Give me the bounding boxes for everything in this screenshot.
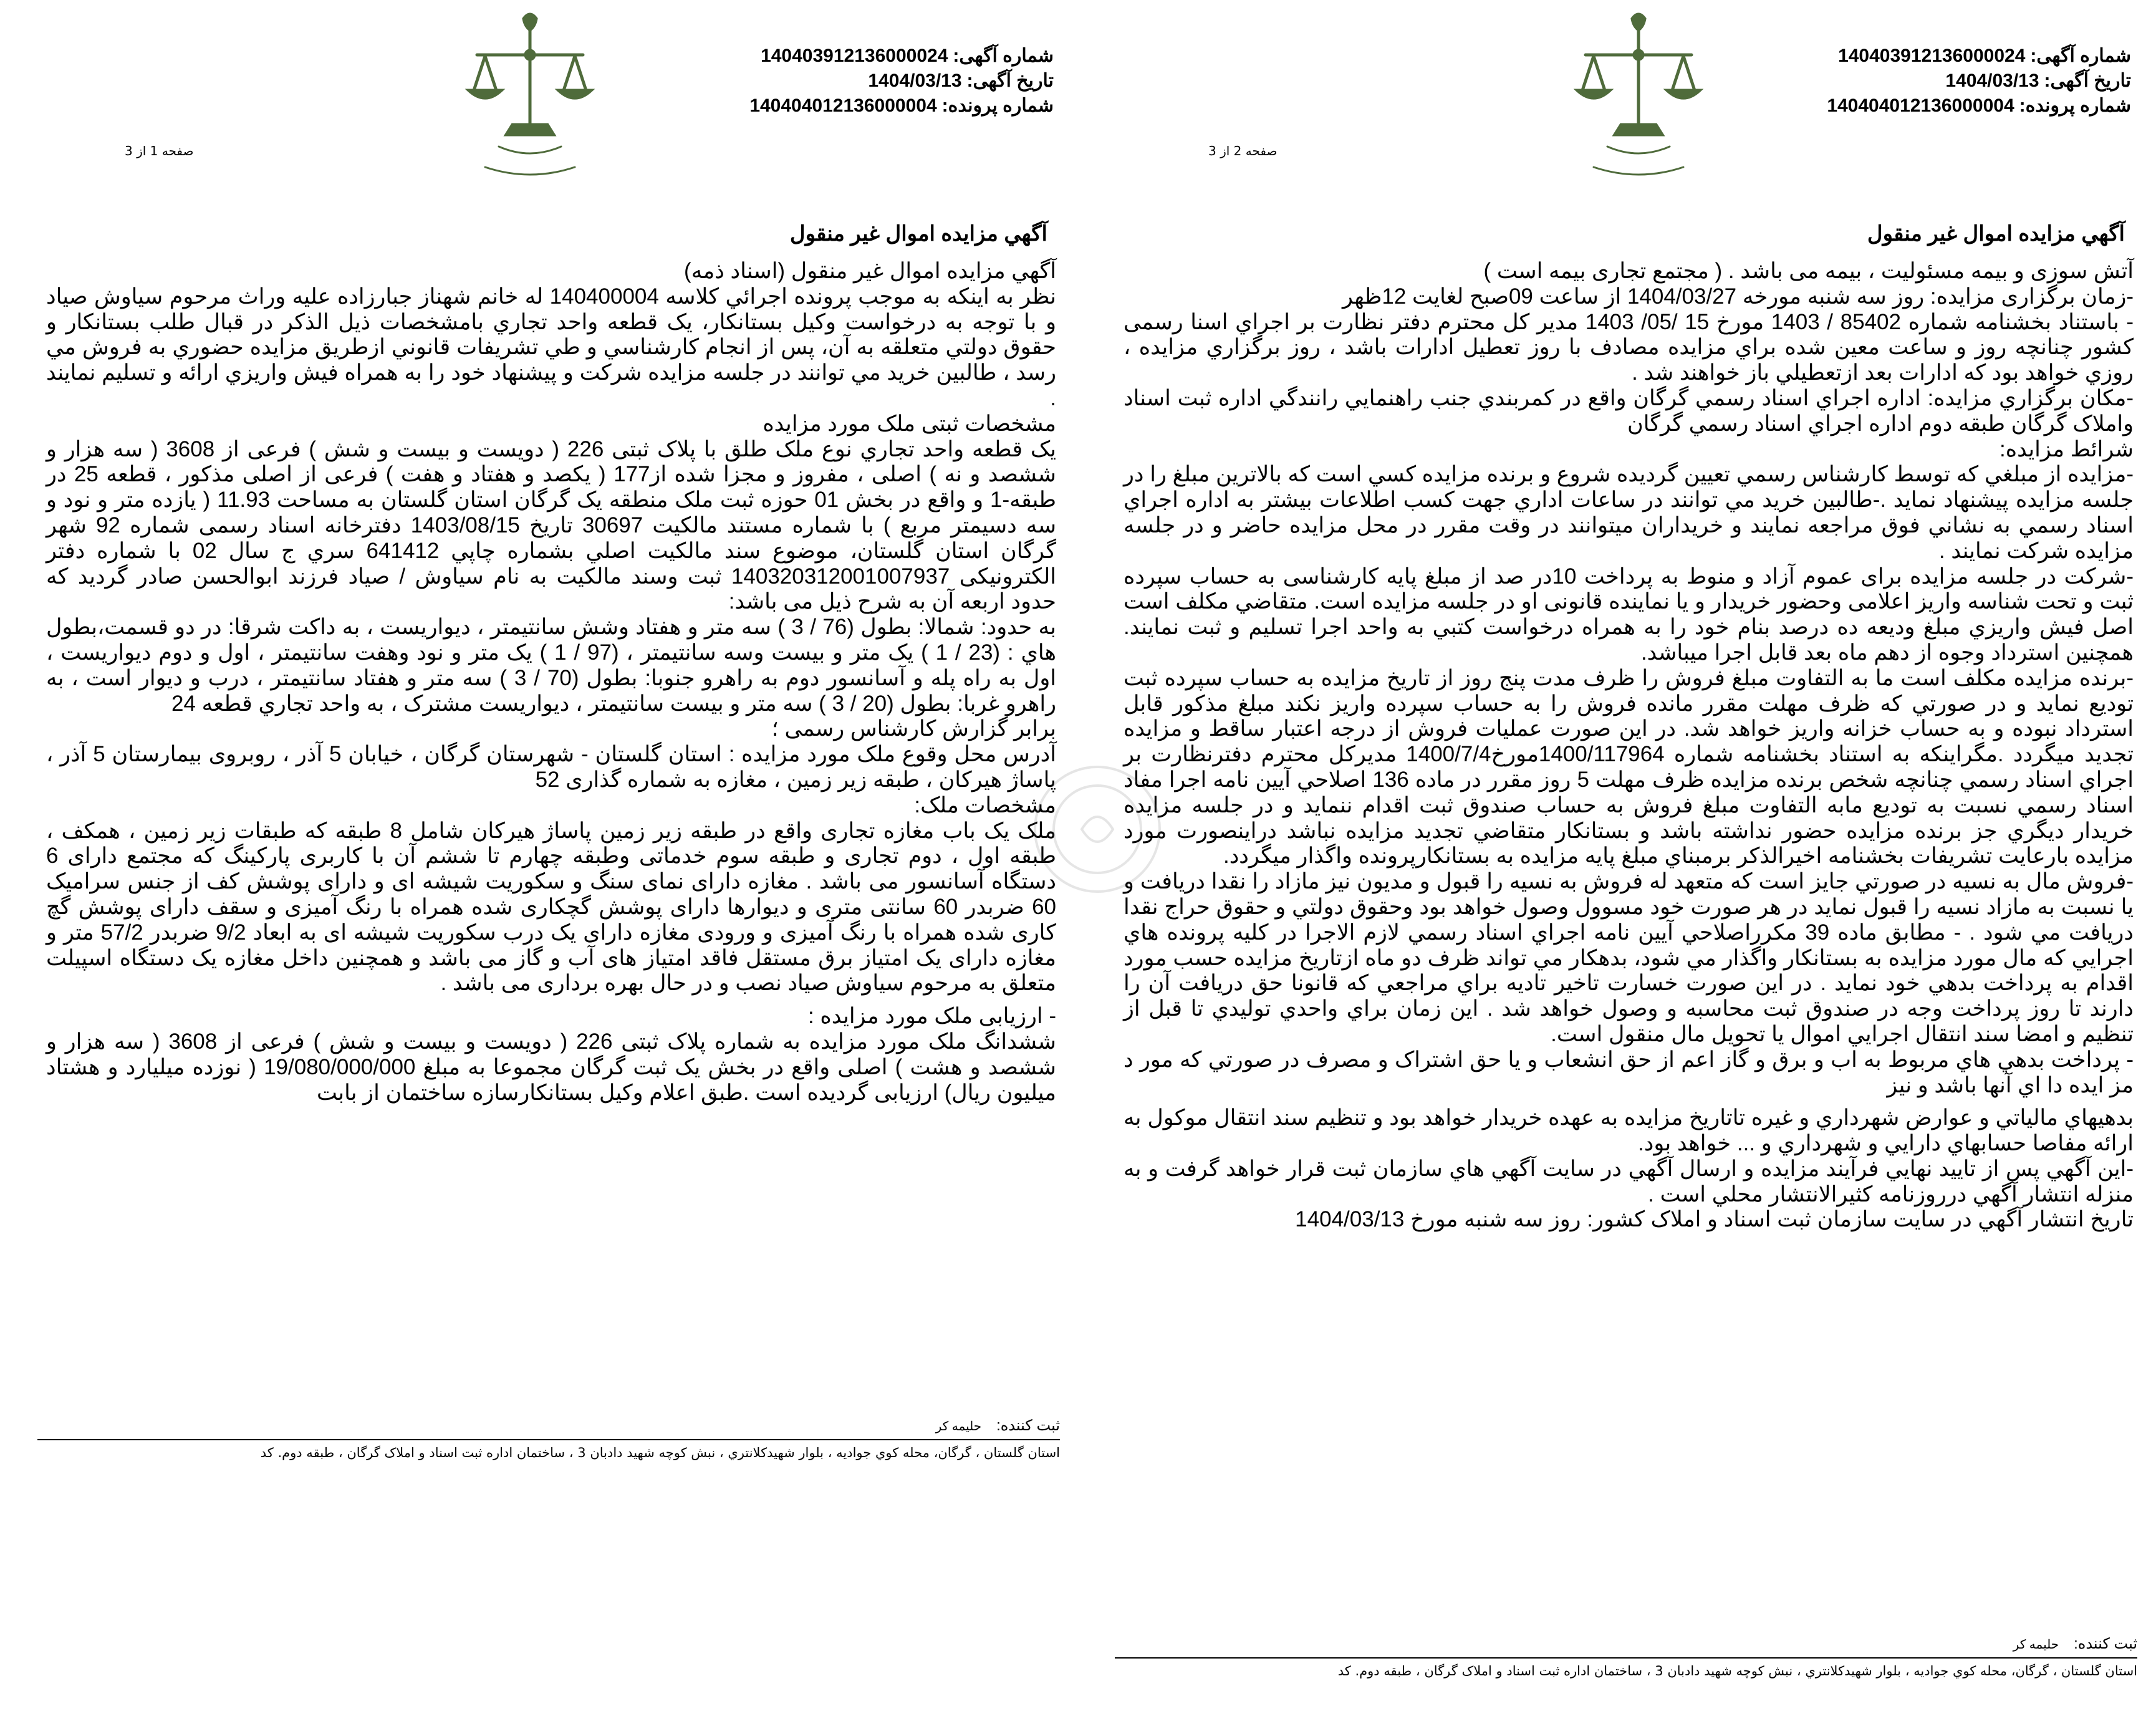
notice-header-meta [749,44,1054,118]
page-number: صفحه 2 از 3 [1208,143,1278,158]
case-number-label: شماره پرونده: [941,95,1054,116]
watermark-stamp-icon [1023,736,1172,923]
paragraph-utility-debts: - پرداخت بدهي هاي مربوط به اب و برق و گاز اعم از حق انشعاب و يا حق اشتراک و مصرف در صورتي كه مور د مز ايده دا اي آنها باشد و نيز [1124,1047,2134,1097]
notice-number: 140403912136000024 [1838,46,2026,66]
case-number: 140404012136000004 [749,95,937,116]
registrar-signature [936,1417,1060,1435]
registrar-label: ثبت کننده: [2074,1635,2137,1652]
paragraph-insurance: آتش سوزی و بیمه مسئولیت ، بیمه می باشد . ( مجتمع تجاری بیمه است ) [1483,259,2134,283]
paragraph-valuation: ششدانگ ملک مورد مزایده به شماره پلاک ثبتی 226 ( دویست و بیست و شش ) فرعی از 3608 ( سه هزار و ششصد و هشت ) اصلی واقع در بخش یک ثبت گرگان مجموعا به مبلغ 19/080/000/000 ( نوزده میلیارد و هشتاد میلیون ریال) ارزیابی گردیده است .طبق اعلام وکیل بستانکارسازه ساختمان از بابت [46,1029,1056,1105]
notice-body [1124,259,2134,1233]
document-title: آگهي مزايده اموال غير منقول [1867,222,2125,246]
footer-divider [37,1439,1060,1440]
case-number: 140404012136000004 [1827,95,2014,116]
notice-date: 1404/03/13 [868,70,962,91]
notice-number-label: شماره آگهی: [2030,46,2131,66]
notice-body [46,259,1056,1105]
paragraph-credit-sale: -فروش مال به نسيه در صورتي جايز است كه متعهد له فروش به نسيه را قبول و مديون نيز مازاد را نقدا دريافت و يا نسبت به مازاد نسيه را قبول نمايد در هر صورت خود مسوول وصول خواهد بود وحقوق دولتي و حقوق حراج نقدا دريافت مي شود . - مطابق ماده 39 مكرراصلاحي آيين نامه اجراي اسناد رسمي لازم الاجرا در كليه پرونده هاي اجرايي كه مال مورد مزايده به بستانكار واگذار مي شود، بدهكار مي تواند ظرف دو ماه ازتاريخ مزايده حسب مورد اقدام به پرداخت بدهي خود نمايد . در اين صورت خسارت تاخير تاديه براي مراجعي كه قانونا حق دريافت آن را دارند تا روز پرداخت وجه در صندوق ثبت محاسبه و وصول خواهد شد . اين زمان براي واحدي توليدي تا قبل از تنظيم و امضا سند انتقال اجرايي اموال يا تحويل مال منقول است. [1124,869,2134,1046]
paragraph-tax-debts: بدهيهاي مالياتي و عوارض شهرداري و غيره تاتاريخ مزايده به عهده خريدار خواهد بود و تنظيم سند انتقال موكول به ارائه مفاصا حسابهاي دارايي و شهرداري و ... خواهد بود. [1124,1105,2134,1156]
paragraph-expert-report: برابر گزارش كارشناس رسمی ؛ [771,716,1056,741]
notice-number: 140403912136000024 [761,46,948,66]
registrar-name: حليمه كر [935,1420,982,1433]
notice-date-label: تاریخ آگهی: [2044,70,2131,91]
notice-date-label: تاریخ آگهی: [966,70,1054,91]
paragraph-auction-location: -مكان برگزاري مزايده: اداره اجراي اسناد رسمي گرگان واقع در كمربندي جنب راهنمايي رانندگي اداره ثبت اسناد واملاک گرگان طبقه دوم اداره اجراي اسناد رسمي گرگان [1124,385,2134,436]
paragraph-winner-obligations: -برنده مزايده مكلف است ما به التفاوت مبلغ فروش را ظرف مدت پنج روز از تاريخ مزايده به حساب سپرده ثبت توديع نمايد و در صورتي كه ظرف مهلت مقرر مانده فروش را به حساب سپرده واريز نكند مبلغ مذكور قابل استرداد نبوده و به حساب خزانه واريز خواهد شد. در اين صورت عمليات فروش از درجه اعتبار ساقط و مزايده تجديد ميگردد .مگراینکه به استناد بخشنامه شماره 1400/117964مورخ1400/7/4 مديركل محترم دفترنظارت بر اجراي اسناد رسمي چنانچه شخص برنده مزايده ظرف مهلت 5 روز مقرر در ماده 136 اصلاحي آيين نامه اجرا مفاد اسناد رسمي نسبت به توديع مابه التفاوت مبلغ فروش به حساب صندوق ثبت اقدام ننمايد و در جلسه مزايده خريدار ديگري جز برنده مزايده حضور نداشته باشد و بستانكار متقاضي تجديد مزايده نباشد دراينصورت مورد مزايده بارعايت تشريفات بخشنامه اخيرالذكر برمبناي مبلغ پايه مزايده به بستانكارپرونده واگذار ميگردد. [1124,665,2134,869]
paragraph-publication: -اين آگهي پس از تاييد نهايي فرآيند مزايده و ارسال آگهي در سايت آگهي هاي سازمان ثبت قرار خواهد گرفت و به منزله انتشار آگهي درروزنامه كثيرالانتشار محلي است . [1124,1156,2134,1206]
paragraph-property-description: ملک یک باب مغازه تجاری واقع در طبقه زیر زمین پاساژ هیرکان شامل 8 طبقه که طبقات زیر زمین ، همکف ، طبقه اول ، دوم تجاری و طبقه سوم خدماتی وطبقه چهارم تا ششم آن با کاربری پارکینگ که مجتمع دارای 6 دستگاه آسانسور می باشد . مغازه دارای نمای سنگ و سکوریت شیشه ای و دارای پوشش کف از جنس سرامیک 60 ضربدر 60 سانتی متری و دیوارها دارای پوشش گچکاری شده همراه با رنگ آمیزی و سقف دارای پوشش گچ کاری شده همراه با رنگ آمیزی و ورودی مغازه دارای یک درب سکوریت شیشه ای به ابعاد 9/2 ضربدر 57/2 متر و مغازه دارای یک امتیاز برق مستقل فاقد امتیاز های آب و گاز می باشد و همچنین داخل مغازه یک دستگاه اسپیلت متعلق به مرحوم سیاوش صیاد نصب و در حال بهره برداری می باشد . [46,818,1057,996]
notice-number-label: شماره آگهی: [953,46,1054,66]
paragraph-boundaries: به حدود: شمالا: بطول (76 / 3 ) سه متر و هفتاد وشش سانتیمتر ، دیواریست ، به داکت شرقا: در دو قسمت،بطول هاي : (23 / 1 ) یک متر و بیست وسه سانتیمتر ، (97 / 1 ) یک متر و نود وهفت سانتیمتر ، اول و دوم دیواریست ، اول به راه پله و آسانسور دوم به راهرو جنوبا: بطول (70 / 3 ) سه متر و هفتاد سانتیمتر ، درب و دیوار است ، به راهرو غربا: بطول (20 / 3 ) سه متر و بیست سانتیمتر ، دیواریست مشترک ، به واحد تجاري قطعه 24 [46,615,1057,716]
paragraph-publication-date: تاريخ انتشار آگهي در سايت سازمان ثبت اسناد و املاک کشور: روز سه شنبه مورخ 1404/03/13 [1295,1207,2134,1232]
paragraph-deposit: -شرکت در جلسه مزایده برای عموم آزاد و منوط به پرداخت 10در صد از مبلغ پایه کارشناسی به حساب سپرده ثبت و تحت شناسه واریز اعلامی وحضور خریدار و یا نماینده قانونی او در جلسه مزایده است. متقاضي مكلف است اصل فيش واريزي مبلغ وديعه ده درصد بنام خود را به همراه درخواست كتبي به واحد اجرا تسليم و ثبت نمايند. همچنين استرداد وجوه از دهم ماه بعد قابل اجرا ميباشد. [1124,564,2134,665]
registrar-label: ثبت کننده: [996,1417,1060,1434]
heading-auction-conditions: شرائط مزایده: [1999,436,2134,461]
judiciary-emblem-icon [455,6,605,193]
heading-property-specs: مشخصات ملک: [914,792,1056,817]
office-address: استان گلستان ، گرگان، محله كوي جواديه ، بلوار شهيدكلانتري ، نبش كوچه شهيد دادبان 3 ، ساختمان اداره ثبت اسناد و املاک گرگان ، طبقه دوم. كد [1337,1664,2137,1678]
notice-page-1 [19,0,1079,1719]
registrar-name: حليمه كر [2013,1638,2059,1652]
footer-divider [1115,1657,2137,1659]
notice-header-meta [1827,44,2131,118]
document-title: آگهي مزايده اموال غير منقول [789,222,1047,246]
notice-date: 1404/03/13 [1945,70,2039,91]
case-number-label: شماره پرونده: [2019,95,2131,116]
paragraph-property-address: آدرس محل وقوع ملک مورد مزایده : استان گلستان - شهرستان گرگان ، خیابان 5 آذر ، روبروی بیمارستان 5 آذر ، پاساژ هیرکان ، طبقه زیر زمین ، مغازه به شماره گذاری 52 [46,742,1056,792]
heading-registry-specs: مشخصات ثبتی ملک مورد مزایده [763,411,1056,436]
judiciary-emblem-icon [1564,6,1713,193]
paragraph-registry-details: یک قطعه واحد تجاري نوع ملک طلق با پلاک ثبتی 226 ( دویست و بیست و شش ) فرعی از 3608 ( سه هزار و ششصد و نه ) اصلی ، مفروز و مجزا شده از177 ( یکصد و هفتاد و هفت ) فرعی از اصلی مذکور ، قطعه 25 در طبقه-1 و واقع در بخش 01 حوزه ثبت ملک منطقه یک گرگان استان گلستان به مساحت 11.93 ( یازده متر و نود و سه دسیمتر مربع ) با شماره مستند مالکیت 30697 تاریخ 1403/08/15 دفترخانه اسناد رسمی شماره 92 شهر گرگان استان گلستان، موضوع سند مالکیت اصلي بشماره چاپي 641412 سري ج سال 02 با شماره دفتر الکترونیکی 140320312001007937 ثبت وسند مالکیت به نام سیاوش / صیاد فرزند ابوالحسن صادر گردید که حدود اربعه آن به شرح ذیل می باشد: [46,436,1057,614]
heading-valuation: - ارزیابی ملک مورد مزایده : [807,1004,1056,1029]
paragraph-case-intro: نظر به اینکه به موجب پرونده اجرائي كلاسه 140400004 له خانم شهناز جبارزاده عليه وراث مرحوم سياوش صياد و با توجه به درخواست وكيل بستانكار، يک قطعه واحد تجاري بامشخصات ذيل الذكر در قبال طلب بستانكار و حقوق دولتي متعلقه به آن، پس از انجام كارشناسي و طي تشريفات قانوني ازطريق مزايده حضوري به فروش مي رسد ، طالبين خريد مي توانند در جلسه مزايده شركت و پيشنهاد خود را به همراه فيش واريزي ارائه و تسليم نمايند . [46,284,1056,410]
paragraph-auction-time: -زمان برگزاری مزایده: روز سه شنبه مورخه 1404/03/27 از ساعت 09صبح لغایت 12ظهر [1342,284,2134,309]
paragraph-holiday-rule: - باستناد بخشنامه شماره 85402 / 1403 مورخ 15 /05/ 1403 مدير كل محترم دفتر نظارت بر اجراي اسنا رسمی کشور چنانچه روز و ساعت معين شده براي مزايده مصادف با روز تعطيل ادارات باشد ، روز برگزاري مزايده ، روزي خواهد بود كه ادارات بعد ازتعطيلي باز خواهند شد . [1124,309,2134,385]
page-number: صفحه 1 از 3 [125,143,194,158]
paragraph-starting-price: -مزايده از مبلغي كه توسط كارشناس رسمي تعيين گرديده شروع و برنده مزايده كسي است كه بالاترين مبلغ را در جلسه مزايده پيشنهاد نمايد .-طالبين خريد مي توانند در ساعات اداري جهت كسب اطلاعات بيشتر به اداره اجراي اسناد رسمي به نشاني فوق مراجعه نمايند و خريداران ميتوانند در وقت مقرر در محل مزايده حاضر و در جلسه مزايده شركت نمايند . [1124,462,2134,563]
notice-page-2 [1096,0,2156,1719]
office-address: استان گلستان ، گرگان، محله كوي جواديه ، بلوار شهيدكلانتري ، نبش كوچه شهيد دادبان 3 ، ساختمان اداره ثبت اسناد و املاک گرگان ، طبقه دوم. كد [260,1445,1060,1460]
paragraph-notice-subtitle: آگهي مزايده اموال غير منقول (اسناد ذمه) [684,259,1056,283]
registrar-signature [2013,1635,2137,1653]
